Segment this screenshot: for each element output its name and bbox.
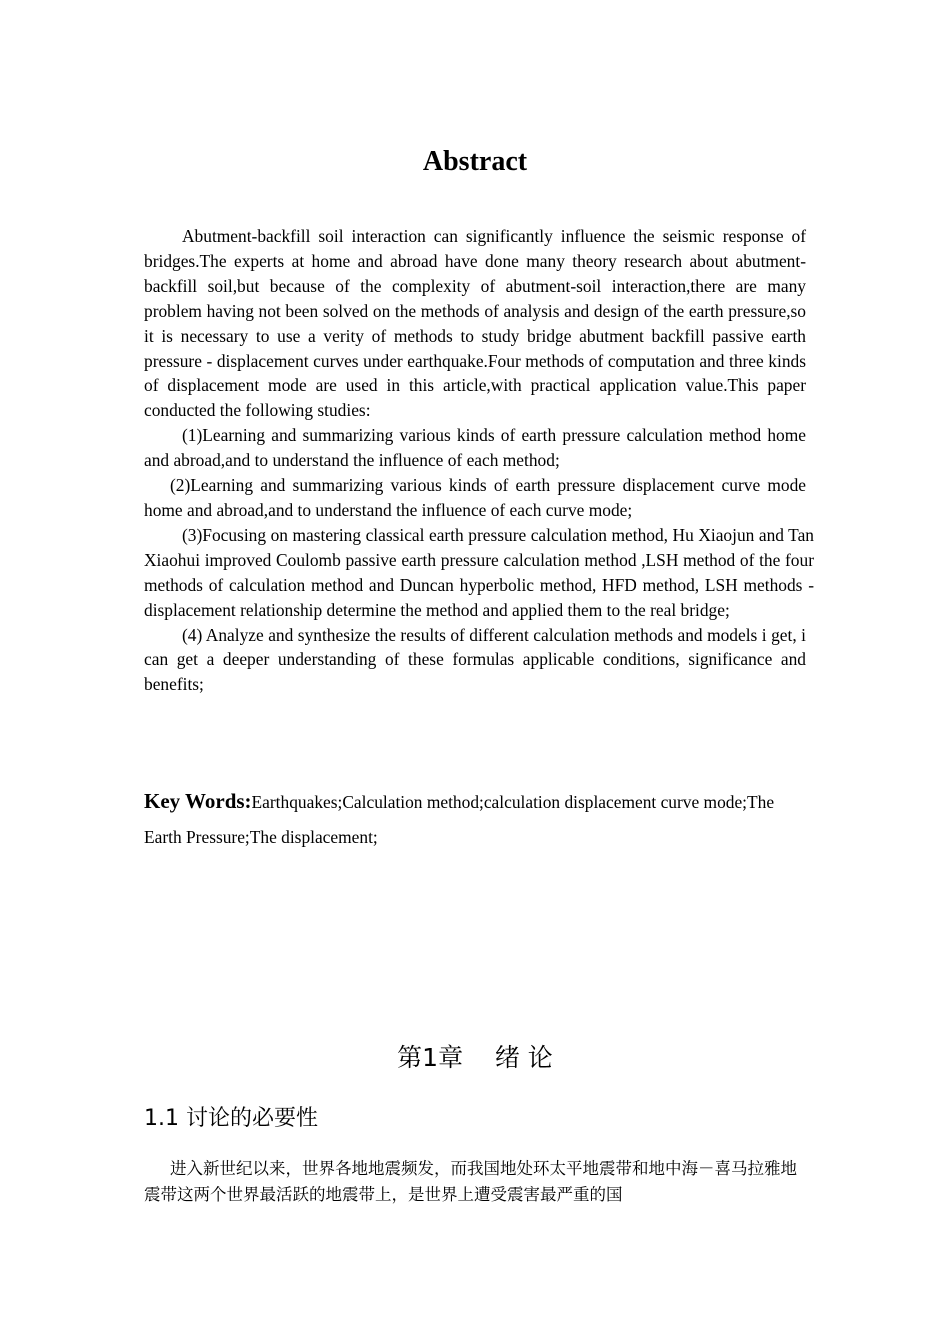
abstract-paragraph: Abutment-backfill soil interaction can significantly influence the seismic response of bridges.The experts at home and abroad have done many theory research about abutment-backfill soil,but because of the complexity of abutment-soil interaction,there are many problem having not been solved on the methods of analysis and design of the earth pressure,so it is necessary to use a verity of methods to study bridge abutment backfill passive earth pressure - displacement curves under earthquake.Four methods of computation and three kinds of displacement mode are used in this article,with practical application value.This paper conducted the following studies: — [144, 226, 806, 421]
abstract-body — [144, 224, 814, 697]
keywords-text: Earthquakes;Calculation method;calculation displacement curve mode;The Earth Pressure;The displacement; — [144, 792, 775, 847]
abstract-item-4: (4) Analyze and synthesize the results of different calculation methods and models i get, i can get a deeper understanding of these formulas applicable conditions, significance and benefits; — [144, 624, 806, 695]
keywords-label: Key Words: — [144, 789, 252, 813]
chapter-title: 第1章 绪 论 — [397, 1043, 553, 1072]
keywords — [144, 784, 784, 855]
abstract-item-2: (2)Learning and summarizing various kinds of earth pressure displacement curve mode home and abroad,and to understand the influence of each curve mode; — [144, 475, 806, 520]
abstract-title: Abstract — [422, 146, 528, 177]
section-title: 1.1 讨论的必要性 — [144, 1106, 318, 1131]
body-paragraph: 进入新世纪以来，世界各地地震频发，而我国地处环太平地震带和地中海－喜马拉雅地震带这两个世界最活跃的地震带上，是世界上遭受震害最严重的国 — [144, 1159, 797, 1204]
abstract-item-1: (1)Learning and summarizing various kinds of earth pressure calculation method home and abroad,and to understand the influence of each method; — [144, 425, 806, 471]
abstract-item-3: (3)Focusing on mastering classical earth pressure calculation method, Hu Xiaojun and Tan Xiaohui improved Coulomb passive earth pressure calculation method ,LSH method of the four methods of calculation method and Duncan hyperbolic method, HFD method, LSH methods - displacement relationship determine the method and applied them to the real bridge; — [144, 524, 814, 620]
chinese-body — [144, 1156, 810, 1208]
